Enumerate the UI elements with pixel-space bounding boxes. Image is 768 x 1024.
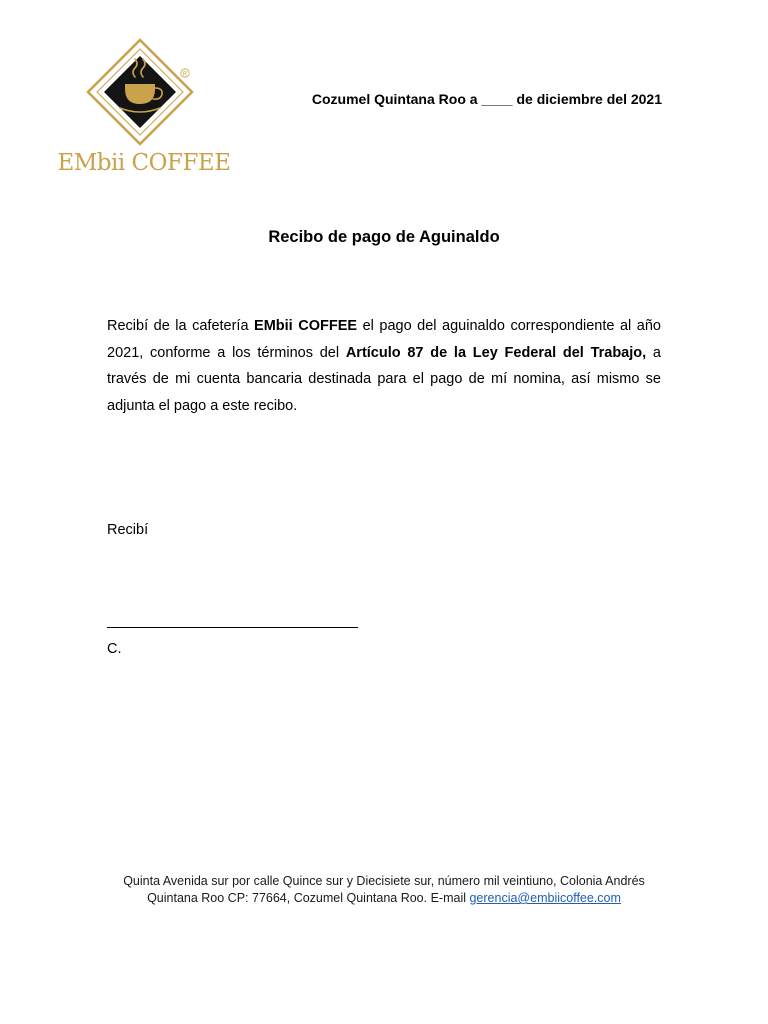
received-label: Recibí [107,522,149,538]
receipt-body-paragraph [107,313,661,419]
footer-address-line2 [0,890,768,907]
document-title: Recibo de pago de Aguinaldo [268,228,500,246]
svg-text:R: R [182,71,188,78]
signature-name: C. [107,641,122,657]
law-reference: Artículo 87 de la Ley Federal del Trabajo, [345,344,647,361]
company-logo [56,36,232,186]
company-name: EMbii COFFEE [254,318,358,334]
body-text-part3: a través de mi cuenta bancaria destinada para el pago de mí nomina, así mismo se adjunta el pago a este recibo. [107,344,661,414]
footer-email-link[interactable]: gerencia@embiicoffee.com [469,891,621,905]
footer-address [0,873,768,907]
footer-address-line1: Quinta Avenida sur por calle Quince sur y Diecisiete sur, número mil veintiuno, Colonia Andrés [123,874,645,888]
body-text-part2: el pago del aguinaldo correspondiente al año 2021, conforme a los términos del [107,318,661,361]
place-date-line: Cozumel Quintana Roo a ____ de diciembre del 2021 [311,91,662,107]
signature-line [107,627,358,628]
logo-brand-text: EMbii COFFEE [57,150,231,176]
footer-address-line2-text: Quintana Roo CP: 77664, Cozumel Quintana Roo. E-mail [147,891,470,905]
body-text-part1: Recibí de la cafetería [107,318,255,334]
logo-emblem [56,36,232,148]
